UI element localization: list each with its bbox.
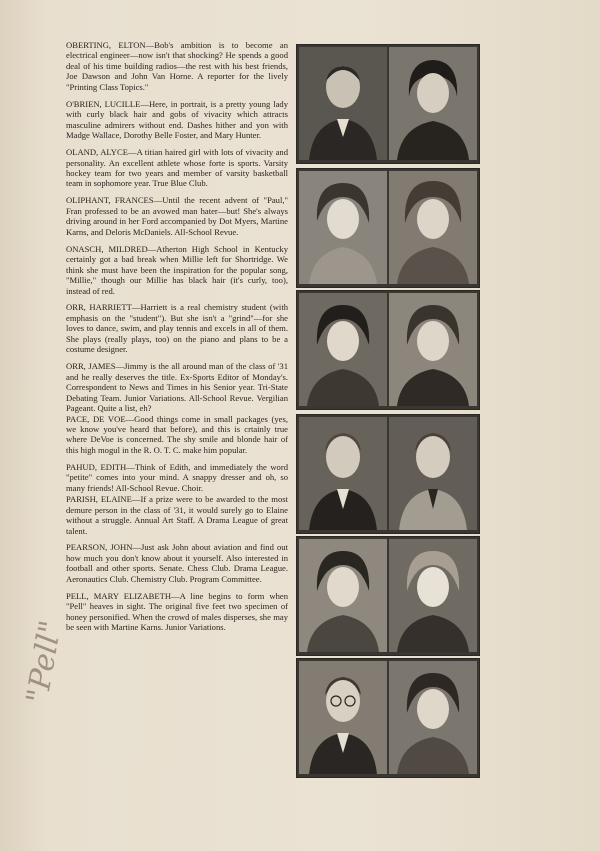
portrait-row	[296, 536, 480, 656]
entry-oliphant	[66, 195, 288, 237]
entry-oberting	[66, 40, 288, 92]
portrait-photo	[299, 661, 387, 774]
entry-name: OLIPHANT, FRANCES	[66, 195, 154, 206]
entry-text: —Harriett is a real chemistry student (with emphasis on the "student"). But she isn't a "grind"—for she loves to dance, swim, and play tennis and excels in all of them. She plays (really plays, too) on the piano and plans to be a costume designer.	[66, 302, 288, 355]
portrait-row	[296, 44, 480, 164]
portrait-photo	[389, 539, 477, 652]
entry-name: PELL, MARY ELIZABETH	[66, 590, 172, 601]
entry-name: OBERTING, ELTON	[66, 40, 146, 50]
entry-parish	[66, 494, 288, 536]
portrait-row	[296, 658, 480, 778]
entry-oland	[66, 147, 288, 189]
entry-text: —If a prize were to be awarded to the most demure person in the class of '31, it would surely go to Elaine without a struggle. Annual Art Staff. A Drama League of great talent.	[66, 494, 288, 536]
entry-name: PARISH, ELAINE	[66, 494, 132, 505]
portrait-row	[296, 168, 480, 288]
entry-text: —Think of Edith, and immediately the word "petite" comes into your mind. A snappy dresser and oh, so many friends! All-School Revue. Choir.	[66, 461, 288, 493]
portrait-photo	[389, 293, 477, 406]
portrait-photo	[299, 171, 387, 284]
handwritten-margin-note: "Pell"	[20, 617, 69, 707]
entry-pahud	[66, 462, 288, 493]
portrait-photo	[389, 417, 477, 530]
entry-text: —A line begins to form when "Pell" heaves in sight. The original five feet two specimen of honey personified. When the crowd of males disperses, she may be seen with Martine Karns. Junior Variations.	[66, 590, 288, 633]
portrait-row	[296, 290, 480, 410]
entry-name: OLAND, ALYCE	[66, 147, 128, 158]
entry-name: PAHUD, EDITH	[66, 461, 127, 472]
entry-text: —Until the recent advent of "Paul," Fran professed to be an avowed man hater—but! She's always driving around in her Ford accompanied by Dot Myers, Martine Karns, and Deloris McDaniels. All-School Revue.	[66, 195, 288, 237]
portrait-photo	[389, 171, 477, 284]
entry-orr-harriett	[66, 302, 288, 354]
entry-text: —Here, in portrait, is a pretty young lady with curly black hair and gobs of vivacity which attracts masculine admirers without end. Dashes hither and yon with Madge Wallace, Dorothy Belle Foster, and Mary Hunter.	[66, 98, 288, 141]
biography-column	[66, 40, 288, 639]
entry-text: —Jimmy is the all around man of the class of '31 and he really deserves the title. Ex-Sports Editor of Monday's. Correspondent to News and Times in his Senior year. Tri-State Debating Team. Junior Variations. All-School Revue. Vergilian Pageant. Quite a list, eh?	[66, 361, 289, 414]
entry-name: ORR, JAMES	[66, 361, 116, 372]
portrait-photo	[299, 47, 387, 160]
entry-pace	[66, 414, 288, 456]
entry-pell	[66, 591, 288, 633]
entry-name: O'BRIEN, LUCILLE	[66, 98, 141, 109]
entry-onasch	[66, 244, 288, 296]
entry-name: ORR, HARRIETT	[66, 302, 132, 313]
entry-text: —A titian haired girl with lots of vivacity and personality. An excellent athlete whose forte is sports. Varsity hockey team for two years and member of varsity basketball team in sophomore year. True Blue Club.	[66, 147, 288, 189]
portrait-row	[296, 414, 480, 534]
portrait-photo	[389, 47, 477, 160]
entry-text: —Atherton High School in Kentucky certainly got a bad break when Millie left for Shortridge. We think she must have been the inspiration for the popular song, "Millie," though our Millie has black hair (it's curly, too), instead of red.	[66, 243, 289, 296]
entry-name: ONASCH, MILDRED	[66, 243, 148, 254]
entry-orr-james	[66, 361, 288, 413]
entry-text: —Good things come in small packages (yes, we know you've heard that before), and this is crtainly true where DeVoe is concerned. The shy smile and blonde hair of this high mogul in the R. O. T. C. make him popular.	[66, 413, 288, 455]
entry-name: PACE, DE VOE	[66, 413, 126, 424]
entry-pearson	[66, 542, 288, 584]
portrait-photo	[299, 417, 387, 530]
entry-name: PEARSON, JOHN	[66, 542, 133, 553]
entry-obrien	[66, 99, 288, 141]
portrait-photo	[299, 293, 387, 406]
entry-text: —Just ask John about aviation and find out how much you don't know about it yourself. Also interested in football and other sports. Senate. Chess Club. Drama League. Aeronautics Club. Chemistry Club. Program Committee.	[66, 542, 288, 584]
portrait-photo	[299, 539, 387, 652]
entry-text: —Bob's ambition is to become an electrical engineer—now isn't that shocking? He spends a good deal of his time building radios—the rest with his best friends, Joe Dawson and John Van Horne. A reporter for the lively "Printing Class Topics."	[66, 40, 288, 92]
portrait-photo	[389, 661, 477, 774]
